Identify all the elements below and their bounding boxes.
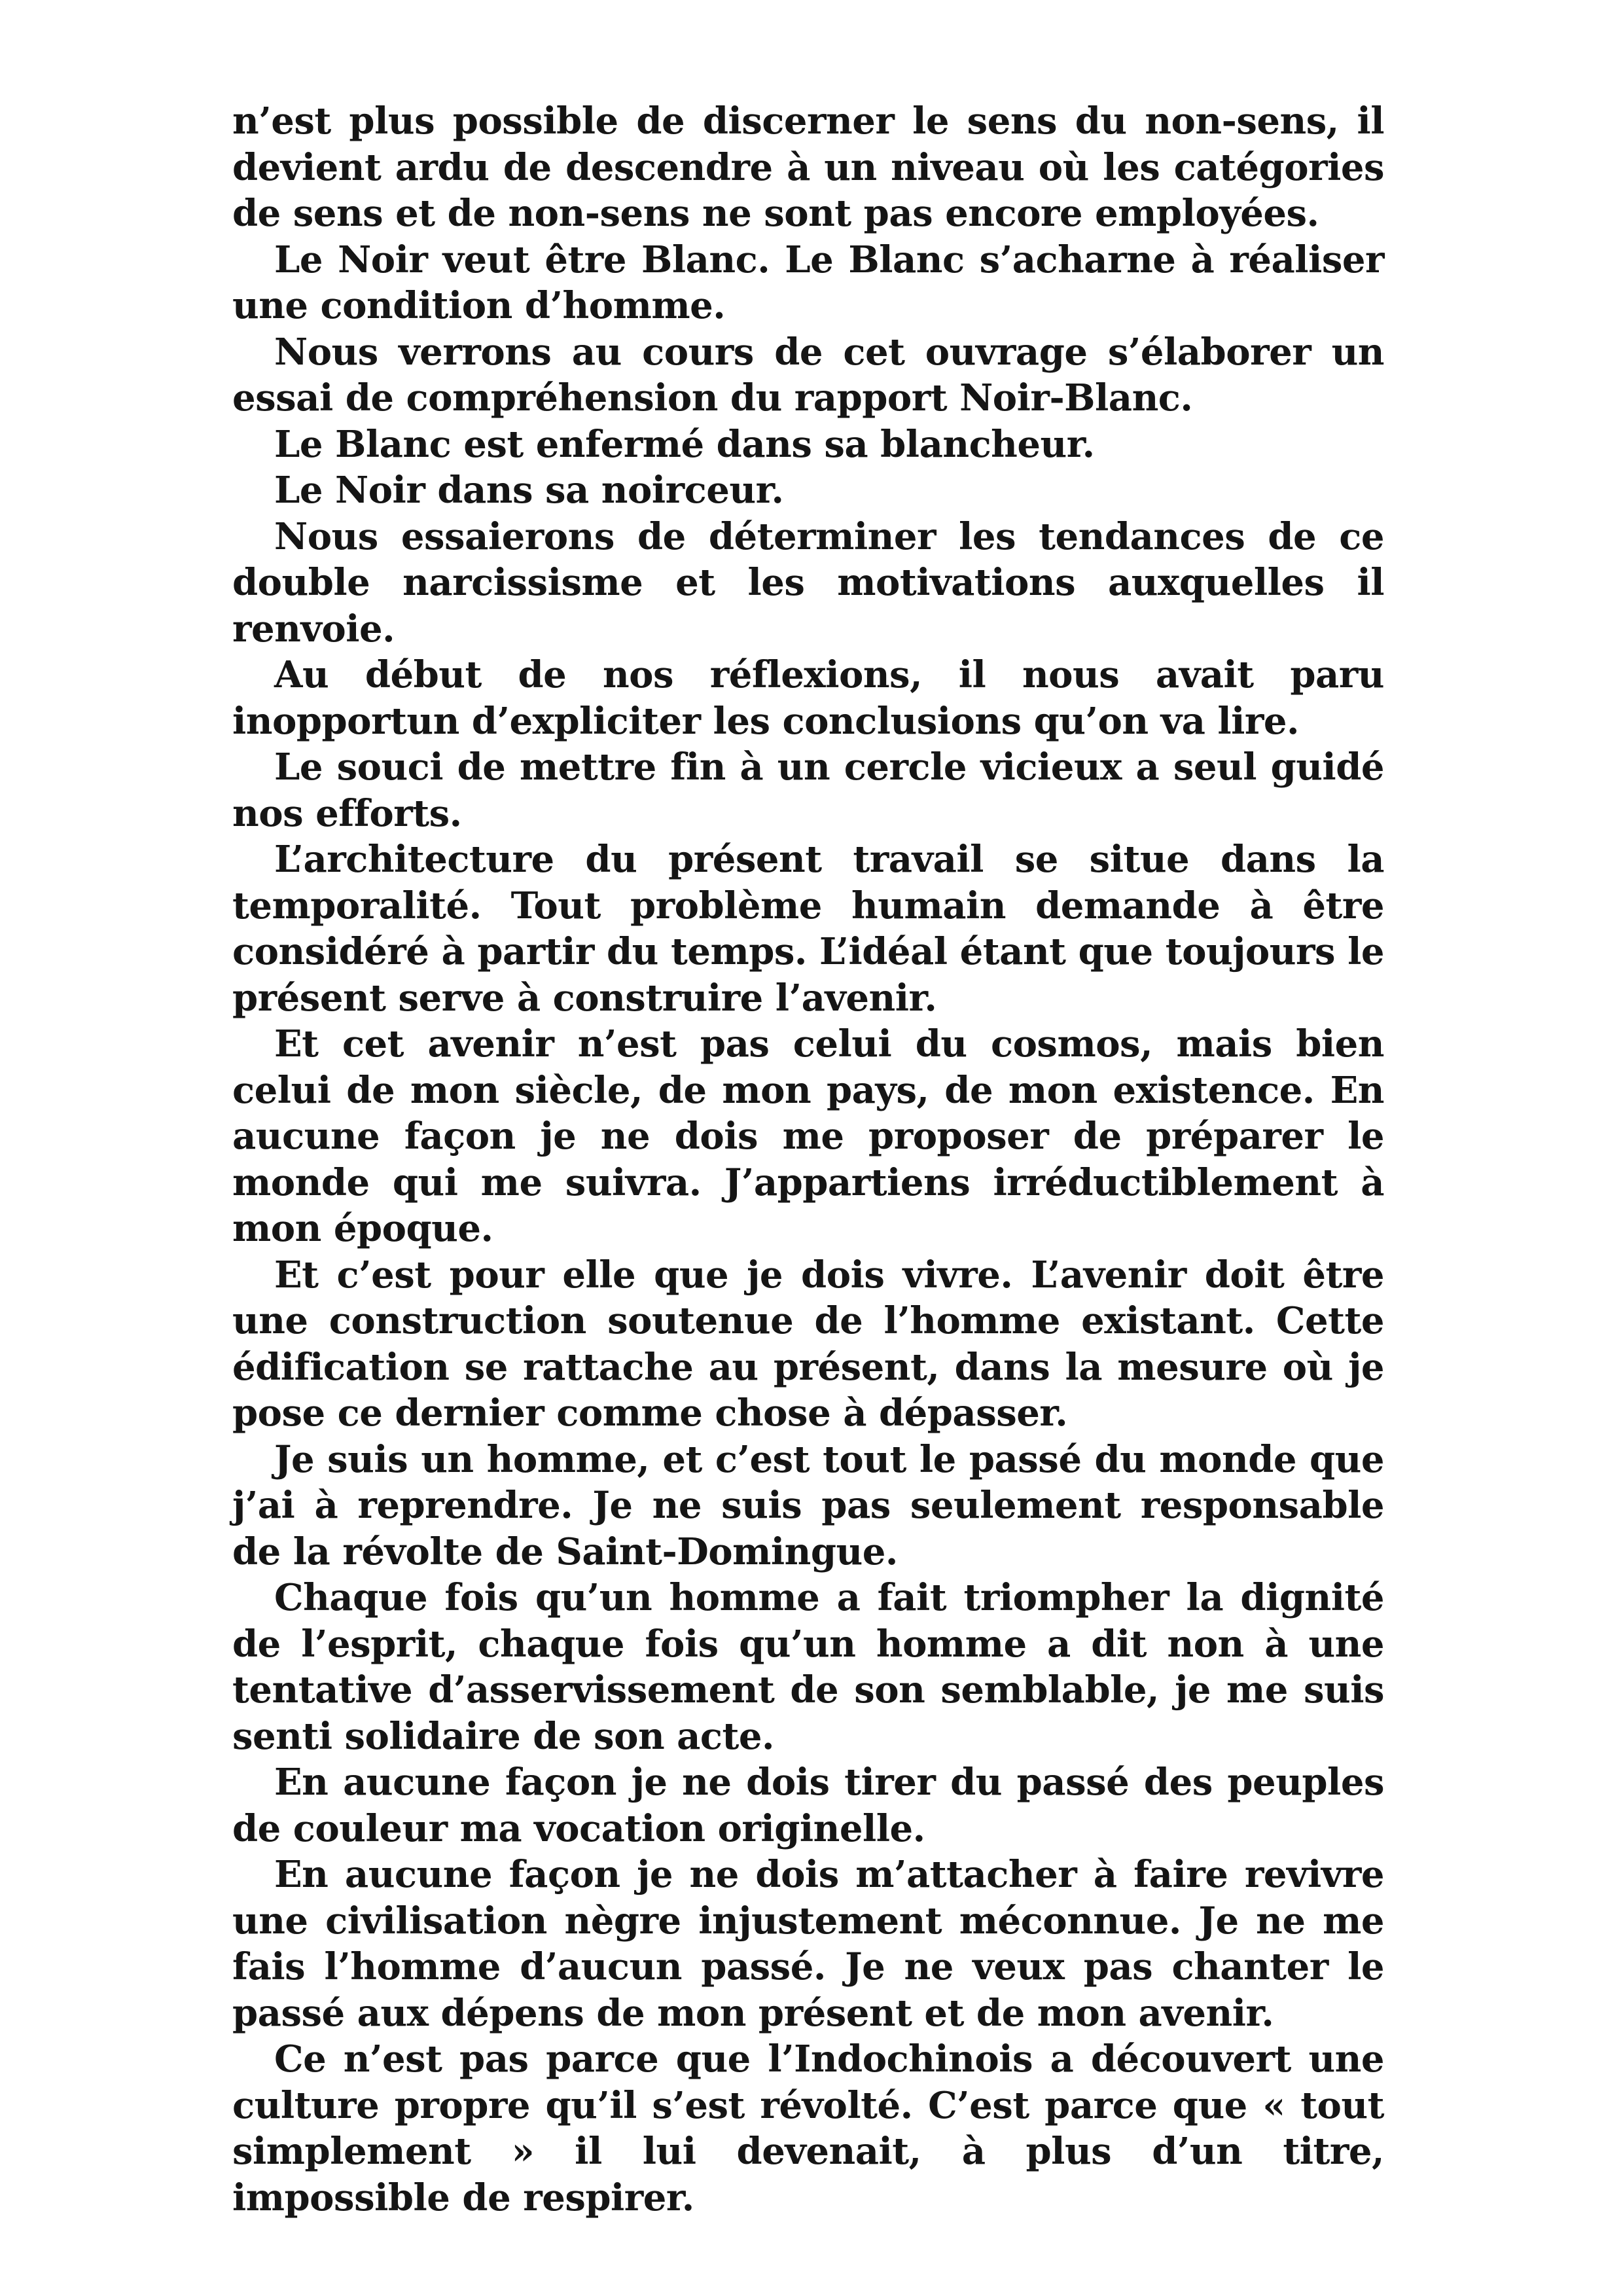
paragraph: Et cet avenir n’est pas celui du cosmos, mais bien celui de mon siècle, de mon pays, de mon existence. En aucune façon je ne dois me proposer de préparer le monde qui me suivra. J’appartiens irréductiblement à mon époque. [232,1022,1384,1250]
paragraph: Le Blanc est enfermé dans sa blancheur. [274,422,1095,466]
paragraph: Le Noir dans sa noirceur. [274,469,784,512]
page-body [232,98,1384,2221]
paragraph: Je suis un homme, et c’est tout le passé du monde que j’ai à reprendre. Je ne suis pas seulement responsable de la révolte de Saint-Domingue. [232,1437,1384,1573]
paragraph: n’est plus possible de discerner le sens du non-sens, il devient ardu de descendre à un niveau où les catégories de sens et de non-sens ne sont pas encore employées. [232,99,1384,235]
paragraph: Au début de nos réflexions, il nous avait paru inopportun d’expliciter les conclusions qu’on va lire. [232,653,1384,743]
paragraph: En aucune façon je ne dois tirer du passé des peuples de couleur ma vocation originelle. [232,1761,1384,1850]
paragraph: Nous essaierons de déterminer les tendances de ce double narcissisme et les motivations auxquelles il renvoie. [232,514,1384,651]
paragraph: Et c’est pour elle que je dois vivre. L’avenir doit être une construction soutenue de l’homme existant. Cette édification se rattache au présent, dans la mesure où je pose ce dernier comme chose à dépasser. [232,1253,1384,1435]
paragraph: Chaque fois qu’un homme a fait triompher la dignité de l’esprit, chaque fois qu’un homme a dit non à une tentative d’asservissement de son semblable, je me suis senti solidaire de son acte. [232,1576,1384,1758]
paragraph: L’architecture du présent travail se situe dans la temporalité. Tout problème humain demande à être considéré à partir du temps. L’idéal étant que toujours le présent serve à construire l’avenir. [232,838,1384,1020]
paragraph: Ce n’est pas parce que l’Indochinois a découvert une culture propre qu’il s’est révolté. C’est parce que « tout simplement » il lui devenait, à plus d’un titre, impossible de respirer. [232,2037,1384,2219]
paragraph: Nous verrons au cours de cet ouvrage s’élaborer un essai de compréhension du rapport Noir-Blanc. [232,330,1384,420]
paragraph: En aucune façon je ne dois m’attacher à faire revivre une civilisation nègre injustement méconnue. Je ne me fais l’homme d’aucun passé. Je ne veux pas chanter le passé aux dépens de mon présent et de mon avenir. [232,1853,1384,2035]
paragraph: Le souci de mettre fin à un cercle vicieux a seul guidé nos efforts. [232,745,1384,835]
paragraph: Le Noir veut être Blanc. Le Blanc s’acharne à réaliser une condition d’homme. [232,238,1384,327]
